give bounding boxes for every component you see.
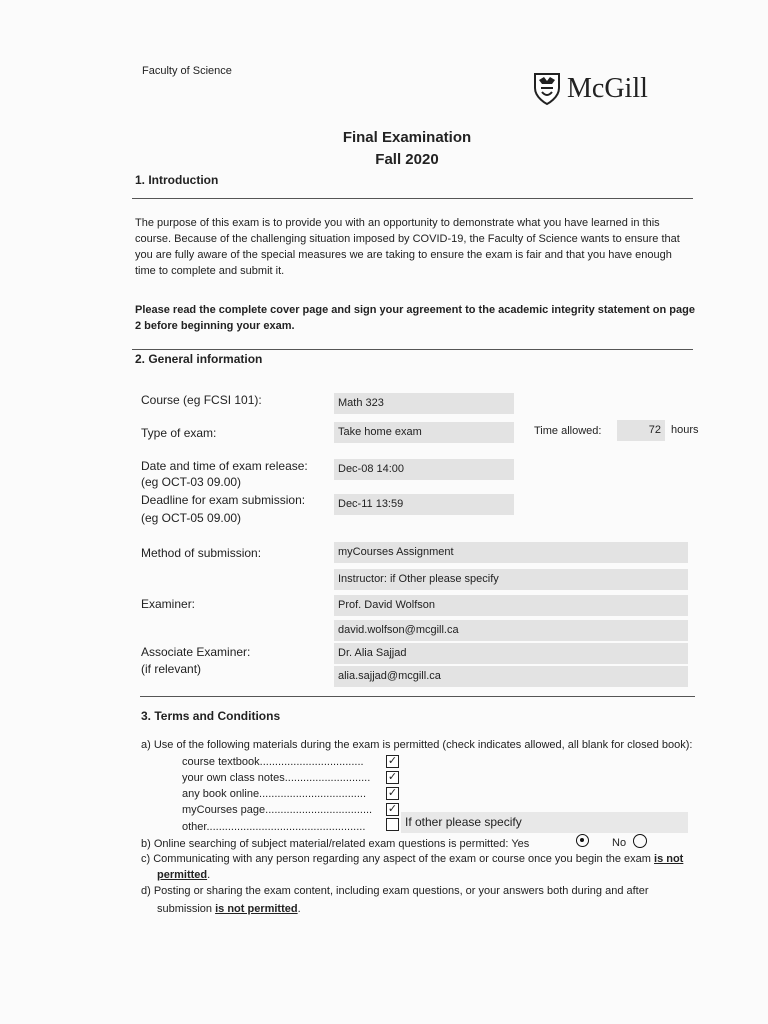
intro-paragraph: The purpose of this exam is to provide you with an opportunity to demonstrate what you have learned in this course. Because of the challenging situation imposed by COVID-19, the Faculty of Science wants to ensure that you are fully aware of the special measures we are taking to ensure the exam is fair and that you have enough time to complete and submit it.: [135, 217, 680, 277]
exam-type-field[interactable]: Take home exam: [334, 422, 514, 443]
examiner-label: Examiner:: [141, 597, 196, 611]
associate-email-field[interactable]: alia.sajjad@mcgill.ca: [334, 666, 688, 687]
term-a-text: a) Use of the following materials during the exam is permitted (check indicates allowed, all blank for closed book):: [141, 739, 693, 751]
radio-no-label: No: [612, 837, 627, 849]
section-terms-heading: 3. Terms and Conditions: [141, 709, 281, 723]
term-c-permitted: permitted: [157, 869, 208, 881]
material-online-checkbox[interactable]: ✓: [387, 787, 398, 799]
material-mycourses-checkbox[interactable]: ✓: [387, 803, 398, 815]
course-label: Course (eg FCSI 101):: [141, 393, 262, 407]
term-d-period: .: [297, 903, 301, 915]
time-allowed-field[interactable]: 72: [617, 420, 665, 441]
material-textbook-label: course textbook..................................: [182, 756, 364, 768]
release-field[interactable]: Dec-08 14:00: [334, 459, 514, 480]
examiner-name-field[interactable]: Prof. David Wolfson: [334, 595, 688, 616]
material-mycourses-label: myCourses page...................................: [182, 804, 373, 816]
exam-title: Final Examination: [342, 129, 472, 146]
associate-name-field[interactable]: Dr. Alia Sajjad: [334, 643, 688, 664]
radio-no[interactable]: [633, 834, 647, 848]
radio-yes[interactable]: [576, 834, 589, 847]
deadline-example: (eg OCT-05 09.00): [141, 511, 242, 525]
term-d-emphasis: is not permitted: [215, 903, 298, 915]
associate-examiner-note: (if relevant): [141, 662, 202, 676]
submission-other-field[interactable]: Instructor: if Other please specify: [334, 569, 688, 590]
material-online-label: any book online...................................: [182, 788, 367, 800]
deadline-label: Deadline for exam submission:: [141, 493, 306, 507]
divider: [132, 349, 693, 350]
term-c-period: .: [207, 869, 211, 881]
examiner-email-field[interactable]: david.wolfson@mcgill.ca: [334, 620, 688, 641]
deadline-field[interactable]: Dec-11 13:59: [334, 494, 514, 515]
release-label: Date and time of exam release:: [141, 459, 308, 473]
faculty-name: Faculty of Science: [142, 65, 232, 77]
term-c-line2: [157, 869, 210, 881]
section-introduction-heading: 1. Introduction: [135, 173, 219, 187]
submission-method-label: Method of submission:: [141, 546, 262, 560]
term-d-submission: submission: [157, 903, 213, 915]
course-field[interactable]: Math 323: [334, 393, 514, 414]
term-d-line1: d) Posting or sharing the exam content, including exam questions, or your answers both during and after: [141, 885, 649, 897]
integrity-notice: Please read the complete cover page and sign your agreement to the academic integrity statement on page 2 before beginning your exam.: [135, 304, 695, 332]
material-textbook-checkbox[interactable]: ✓: [387, 755, 398, 767]
divider: [132, 198, 693, 199]
shield-icon: [533, 72, 561, 106]
material-notes-checkbox[interactable]: ✓: [387, 771, 398, 783]
logo-text: McGill: [567, 73, 648, 104]
term-d-line2: [157, 903, 301, 915]
mcgill-logo: [533, 72, 673, 108]
other-specify-field[interactable]: If other please specify: [401, 812, 688, 833]
term-c-emphasis: is not: [654, 853, 684, 865]
material-notes-label: your own class notes............................: [182, 772, 371, 784]
time-unit: hours: [671, 424, 699, 436]
term-c-line1: c) Communicating with any person regarding any aspect of the exam or course once you begin the exam: [141, 853, 651, 865]
term-c-text: [141, 853, 683, 865]
material-other-label: other....................................................: [182, 821, 366, 833]
material-other-checkbox[interactable]: [386, 818, 399, 831]
time-allowed-label: Time allowed:: [534, 425, 602, 437]
section-general-heading: 2. General information: [135, 352, 263, 366]
release-example: (eg OCT-03 09.00): [141, 475, 242, 489]
submission-method-field[interactable]: myCourses Assignment: [334, 542, 688, 563]
exam-term: Fall 2020: [375, 151, 439, 168]
associate-examiner-label: Associate Examiner:: [141, 645, 251, 659]
exam-type-label: Type of exam:: [141, 426, 217, 440]
divider: [140, 696, 695, 697]
term-b-text: b) Online searching of subject material/related exam questions is permitted: Yes: [141, 838, 530, 850]
